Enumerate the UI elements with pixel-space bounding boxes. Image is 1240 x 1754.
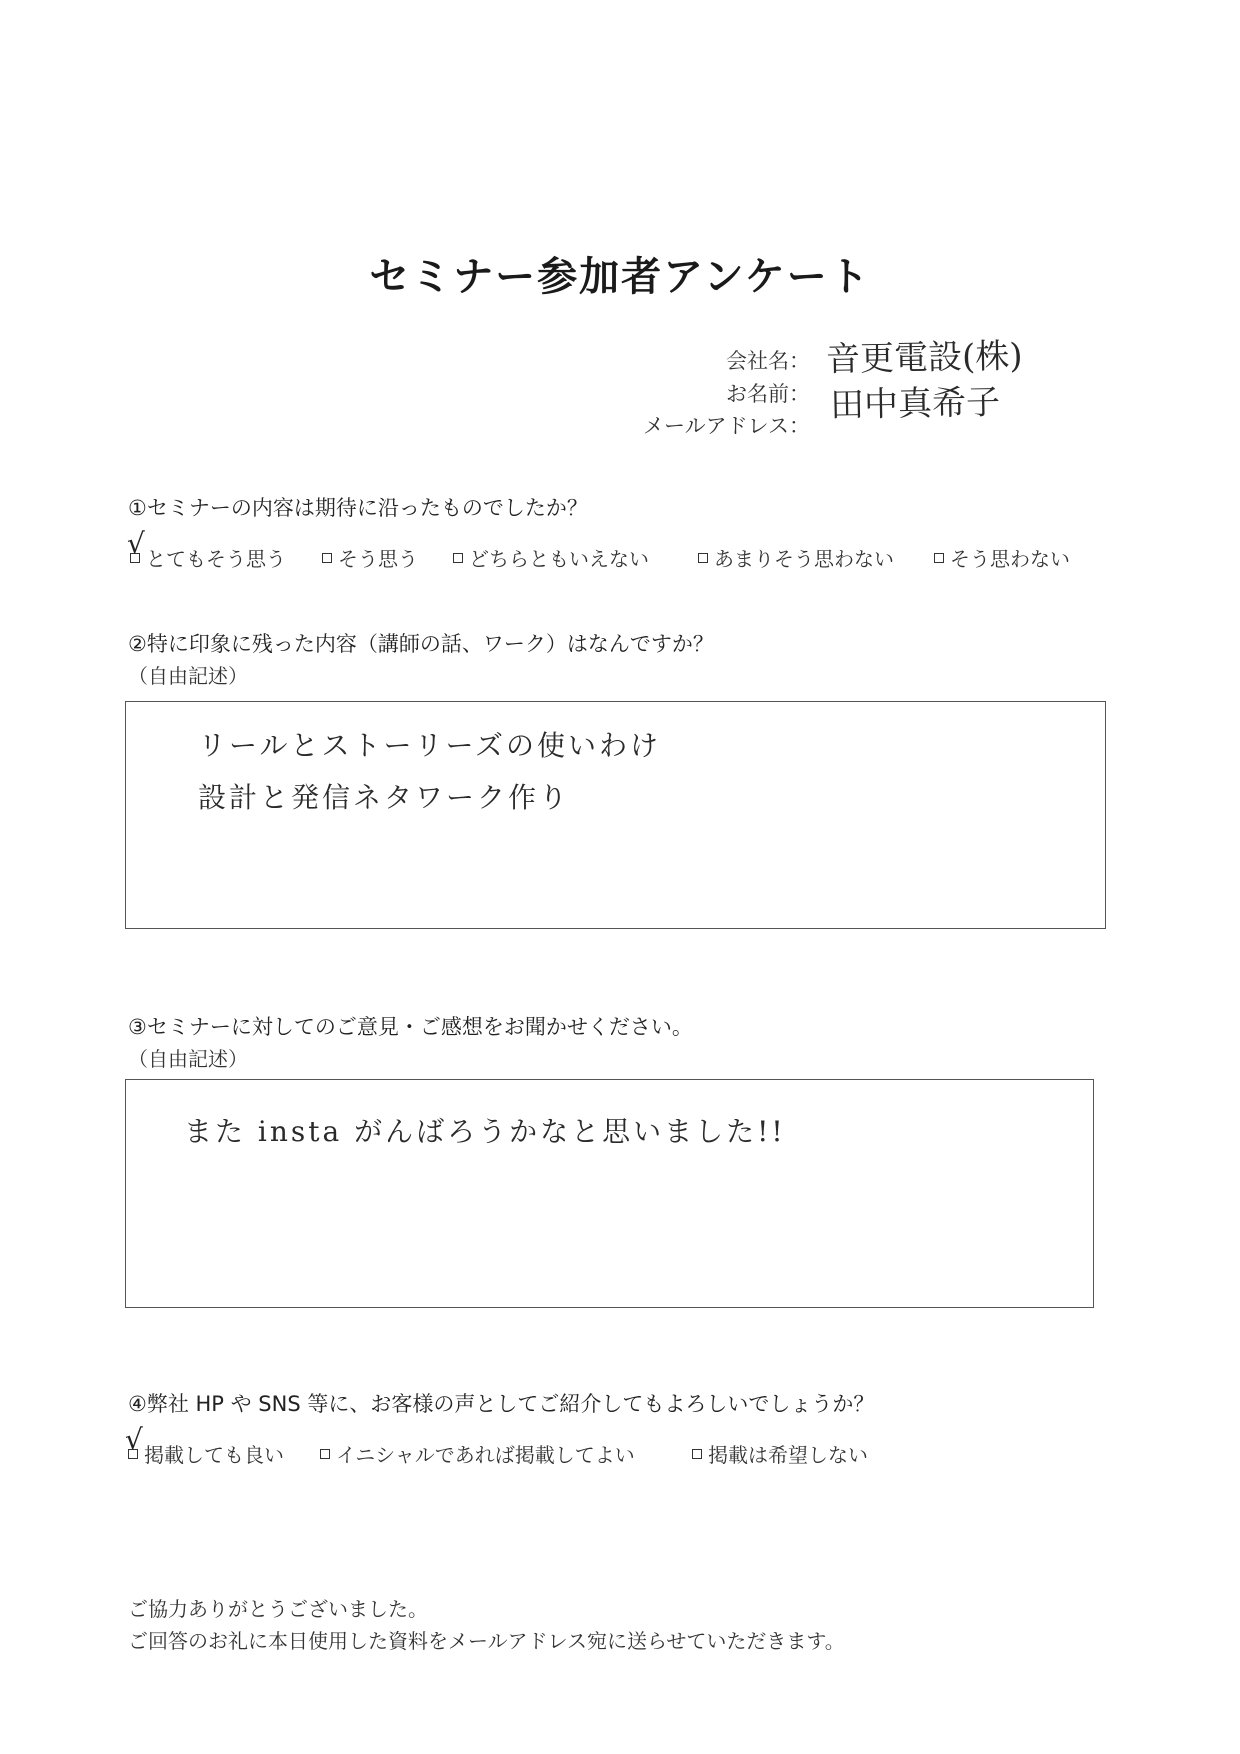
q3-answer-line-1: また insta がんばろうかなと思いました!! bbox=[184, 1115, 786, 1148]
q1-question: ①セミナーの内容は期待に沿ったものでしたか？ bbox=[128, 496, 588, 520]
q1-option-1[interactable] bbox=[127, 526, 286, 572]
q2-answer-line-2: 設計と発信ネタワーク作り bbox=[198, 781, 571, 814]
check-mark-icon: √ bbox=[125, 1422, 143, 1456]
option-label: どちらともいえない bbox=[469, 547, 649, 571]
q2-free-text-note: （自由記述） bbox=[128, 664, 248, 688]
checkbox[interactable] bbox=[320, 1449, 330, 1459]
q3-answer-box[interactable] bbox=[125, 1079, 1094, 1308]
option-label: 掲載は希望しない bbox=[708, 1443, 868, 1467]
q1-option-2[interactable] bbox=[322, 543, 418, 572]
checkbox[interactable] bbox=[692, 1449, 702, 1459]
email-field[interactable] bbox=[830, 404, 990, 437]
q2-question: ②特に印象に残った内容（講師の話、ワーク）はなんですか？ bbox=[128, 632, 714, 656]
q4-option-1[interactable] bbox=[125, 1422, 284, 1468]
company-label: 会社名： bbox=[726, 349, 810, 373]
q4-option-2[interactable] bbox=[320, 1439, 635, 1468]
option-label: そう思う bbox=[338, 547, 418, 571]
q1-options bbox=[127, 526, 1090, 573]
checkbox[interactable] bbox=[322, 553, 332, 563]
name-label: お名前： bbox=[726, 382, 810, 406]
email-label: メールアドレス： bbox=[643, 414, 810, 438]
q1-option-4[interactable] bbox=[698, 543, 894, 572]
checkbox[interactable] bbox=[125, 1422, 143, 1459]
footer-thanks: ご協力ありがとうございました。 bbox=[128, 1597, 428, 1621]
checkbox[interactable] bbox=[453, 553, 463, 563]
q4-question: ④弊社 HP や SNS 等に、お客様の声としてご紹介してもよろしいでしょうか？ bbox=[128, 1392, 875, 1416]
checkbox[interactable] bbox=[127, 526, 145, 563]
checkbox[interactable] bbox=[934, 553, 944, 563]
option-label: とてもそう思う bbox=[146, 547, 286, 571]
check-mark-icon: √ bbox=[127, 526, 145, 560]
checkbox[interactable] bbox=[698, 553, 708, 563]
name-field[interactable]: 田中真希子 bbox=[829, 382, 1001, 426]
option-label: そう思わない bbox=[950, 547, 1070, 571]
q1-option-5[interactable] bbox=[934, 543, 1070, 572]
q2-answer-line-1: リールとストーリーズの使いわけ bbox=[198, 729, 662, 762]
q4-options bbox=[125, 1422, 928, 1469]
q4-option-3[interactable] bbox=[692, 1439, 868, 1468]
q3-free-text-note: （自由記述） bbox=[128, 1047, 248, 1071]
survey-title: セミナー参加者アンケート bbox=[369, 254, 871, 300]
q3-question: ③セミナーに対してのご意見・ご感想をお聞かせください。 bbox=[128, 1015, 693, 1039]
option-label: 掲載しても良い bbox=[144, 1443, 284, 1467]
footer-note: ご回答のお礼に本日使用した資料をメールアドレス宛に送らせていただきます。 bbox=[128, 1629, 845, 1653]
option-label: あまりそう思わない bbox=[714, 547, 894, 571]
q1-option-3[interactable] bbox=[453, 543, 649, 572]
option-label: イニシャルであれば掲載してよい bbox=[336, 1443, 635, 1467]
q2-answer-box[interactable] bbox=[125, 701, 1106, 929]
company-field[interactable]: 音更電設(株) bbox=[825, 336, 1023, 380]
